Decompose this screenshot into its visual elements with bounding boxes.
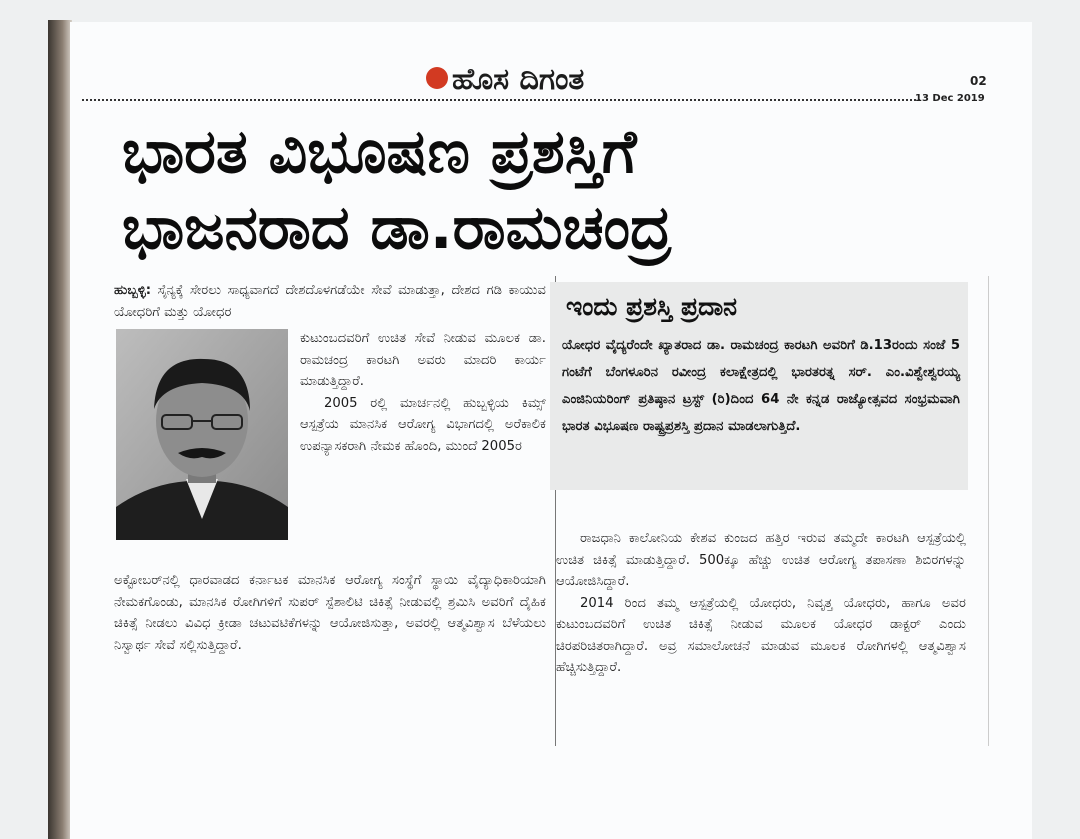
binder-edge (48, 20, 72, 839)
wrap-paragraph-1: ಕುಟುಂಬದವರಿಗೆ ಉಚಿತ ಸೇವೆ ನೀಡುವ ಮೂಲಕ ಡಾ. ರಾಮಚಂದ್ರ ಕಾರಟಗಿ ಅವರು ಮಾದರಿ ಕಾರ್ಯ ಮಾಡುತ್ತಿದ್ದಾರೆ. (300, 331, 546, 389)
portrait-illustration (116, 329, 288, 540)
box-title: ಇಂದು ಪ್ರಶಸ್ತಿ ಪ್ರದಾನ (566, 292, 738, 321)
portrait-photo (116, 329, 288, 540)
masthead-title: ಹೊಸ ದಿಗಂತ (452, 62, 585, 97)
wrap-paragraph-2: 2005 ರಲ್ಲಿ ಮಾರ್ಚನಲ್ಲಿ ಹುಬ್ಬಳ್ಳಿಯ ಕಿಮ್ಸ್ ಆಸ್ಪತ್ರೆಯ ಮಾನಸಿಕ ಆರೋಗ್ಯ ವಿಭಾಗದಲ್ಲಿ ಅರೆಕಾಲಿಕ ಉಪನ್ಯಾಸಕರಾಗಿ ನೇಮಕ ಹೊಂದಿ, ಮುಂದೆ 2005ರ (300, 395, 546, 454)
issue-date: 13 Dec 2019 (915, 93, 985, 104)
sunrise-logo-icon (426, 67, 448, 89)
headline (122, 114, 1002, 266)
headline-line-1: ಭಾರತ ವಿಭೂಷಣ ಪ್ರಶಸ್ತಿಗೆ (122, 117, 637, 187)
page-number: 02 (970, 74, 987, 88)
dotted-rule (82, 99, 920, 101)
dateline: ಹುಬ್ಬಳ್ಳಿ: (114, 283, 152, 298)
right-column-text (556, 528, 966, 679)
lead-text: ಸೈನ್ಯಕ್ಕೆ ಸೇರಲು ಸಾಧ್ಯವಾಗದೆ ದೇಶದೊಳಗಡೆಯೇ ಸೇವೆ ಮಾಡುತ್ತಾ, ದೇಶದ ಗಡಿ ಕಾಯುವ ಯೋಧರಿಗೆ ಮತ್ತು ಯೋಧರ (114, 283, 546, 320)
lead-paragraph (114, 280, 546, 323)
headline-line-2: ಭಾಜನರಾದ ಡಾ.ರಾಮಚಂದ್ರ (122, 193, 672, 263)
right-border (988, 276, 989, 746)
right-paragraph-1: ರಾಜಧಾನಿ ಕಾಲೋನಿಯ ಕೇಶವ ಕುಂಜದ ಹತ್ತಿರ ಇರುವ ತಮ್ಮದೇ ಕಾರಟಗಿ ಆಸ್ಪತ್ರೆಯಲ್ಲಿ ಉಚಿತ ಚಿಕಿತ್ಸೆ ಮಾಡುತ್ತಿದ್ದಾರೆ. 500ಕ್ಕೂ ಹೆಚ್ಚು ಉಚಿತ ಆರೋಗ್ಯ ತಪಾಸಣಾ ಶಿಬಿರಗಳನ್ನು ಆಯೋಜಿಸಿದ್ದಾರೆ. (556, 531, 966, 589)
masthead (426, 62, 686, 97)
newspaper-clipping (70, 22, 1032, 839)
wrap-text-block (300, 328, 546, 457)
continuation-paragraph: ಅಕ್ಟೋಬರ್‌ನಲ್ಲಿ ಧಾರವಾಡದ ಕರ್ನಾಟಕ ಮಾನಸಿಕ ಆರೋಗ್ಯ ಸಂಸ್ಥೆಗೆ ಸ್ಥಾಯಿ ವೈದ್ಯಾಧಿಕಾರಿಯಾಗಿ ನೇಮಕಗೊಂಡು, ಮಾನಸಿಕ ರೋಗಿಗಳಿಗೆ ಸುಪರ್ ಸ್ಪೆಶಾಲಿಟಿ ಚಿಕಿತ್ಸೆ ನೀಡುವಲ್ಲಿ ಶ್ರಮಿಸಿ ಅವರಿಗೆ ದೈಹಿಕ ಚಿಕಿತ್ಸೆ ನೀಡಲು ವಿವಿಧ ಕ್ರೀಡಾ ಚಟುವಟಿಕೆಗಳನ್ನು ಆಯೋಜಿಸುತ್ತಾ, ಅವರಲ್ಲಿ ಆತ್ಮವಿಶ್ವಾಸ ಬೆಳೆಯಲು ನಿಸ್ವಾರ್ಥ ಸೇವೆ ಸಲ್ಲಿಸುತ್ತಿದ್ದಾರೆ. (114, 573, 546, 653)
box-text: ಯೋಧರ ವೈದ್ಯರೆಂದೇ ಖ್ಯಾತರಾದ ಡಾ. ರಾಮಚಂದ್ರ ಕಾರಟಗಿ ಅವರಿಗೆ ಡಿ.13ರಂದು ಸಂಜೆ 5 ಗಂಟೆಗೆ ಬೆಂಗಳೂರಿನ ರವೀಂದ್ರ ಕಲಾಕ್ಷೇತ್ರದಲ್ಲಿ ಭಾರತರತ್ನ ಸರ್. ಎಂ.ವಿಶ್ವೇಶ್ವರಯ್ಯ ಎಂಜಿನಿಯರಿಂಗ್ ಪ್ರತಿಷ್ಠಾನ ಟ್ರಸ್ಟ್ (ರಿ)ದಿಂದ 64 ನೇ ಕನ್ನಡ ರಾಜ್ಯೋತ್ಸವದ ಸಂಭ್ರಮವಾಗಿ ಭಾರತ ವಿಭೂಷಣ ರಾಷ್ಟ್ರಪ್ರಶಸ್ತಿ ಪ್ರದಾನ ಮಾಡಲಾಗುತ್ತಿದೆ. (562, 338, 960, 434)
right-paragraph-2: 2014 ರಿಂದ ತಮ್ಮ ಆಸ್ಪತ್ರೆಯಲ್ಲಿ ಯೋಧರು, ನಿವೃತ್ತ ಯೋಧರು, ಹಾಗೂ ಅವರ ಕುಟುಂಬದವರಿಗೆ ಉಚಿತ ಚಿಕಿತ್ಸೆ ನೀಡುವ ಮೂಲಕ ಯೋಧರ ಡಾಕ್ಟರ್ ಎಂದು ಚಿರಪರಿಚಿತರಾಗಿದ್ದಾರೆ. ಅವ್ರ ಸಮಾಲೋಚನೆ ಮಾಡುವ ಮೂಲಕ ರೋಗಿಗಳಲ್ಲಿ ಆತ್ಮವಿಶ್ವಾಸ ಹೆಚ್ಚಿಸುತ್ತಿದ್ದಾರೆ. (556, 595, 966, 675)
award-info-box (550, 282, 968, 490)
